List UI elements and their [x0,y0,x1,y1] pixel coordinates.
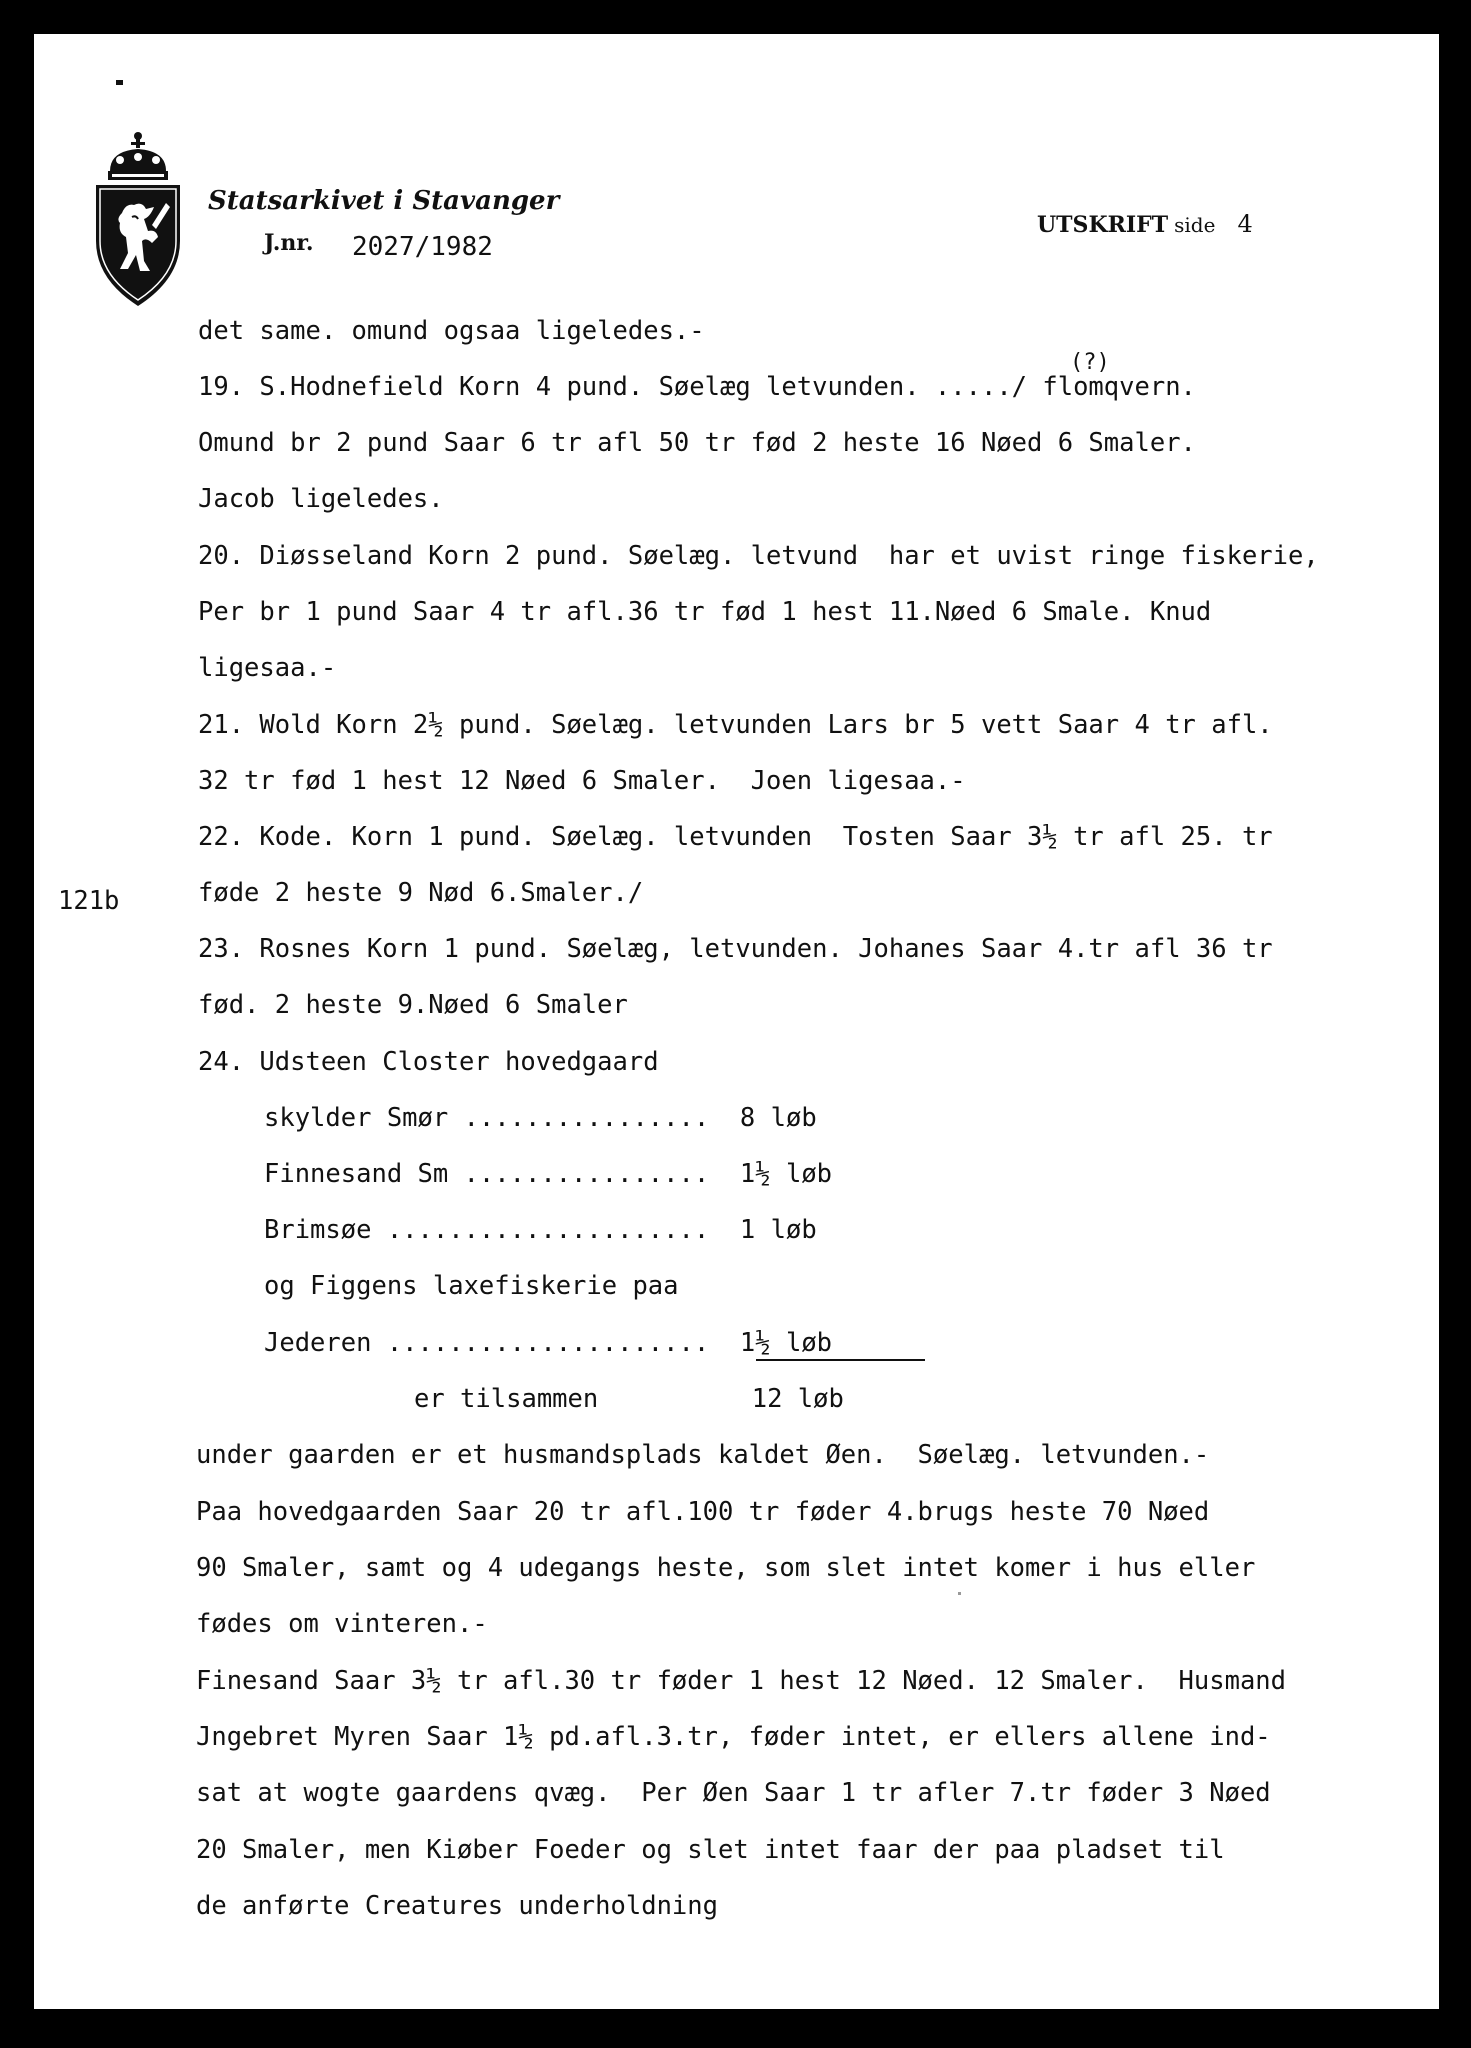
side-label: side [1174,213,1216,237]
text-line: under gaarden er et husmandsplads kaldet Øen. Søelæg. letvunden.- [196,1440,1210,1470]
transcript-label: UTSKRIFT [1037,212,1169,238]
paper-speck [958,1592,961,1595]
journal-number-value: 2027/1982 [352,232,493,262]
list-item: Finnesand Sm ................ 1½ løb [264,1159,833,1189]
list-item: skylder Smør ................ 8 løb [264,1103,817,1133]
list-item: Brimsøe ..................... 1 løb [264,1215,817,1245]
text-line: 20 Smaler, men Kiøber Foeder og slet intet faar der paa pladset til [196,1835,1225,1865]
text-line: Finesand Saar 3½ tr afl.30 tr føder 1 hest 12 Nøed. 12 Smaler. Husmand [196,1666,1287,1696]
norwegian-coat-of-arms-logo [92,129,184,307]
text-line: Omund br 2 pund Saar 6 tr afl 50 tr fød 2 heste 16 Nøed 6 Smaler. [198,428,1196,458]
text-line: 22. Kode. Korn 1 pund. Søelæg. letvunden Tosten Saar 3½ tr afl 25. tr [198,822,1273,852]
text-line: fød. 2 heste 9.Nøed 6 Smaler [198,990,628,1020]
text-line: ligesaa.- [198,653,337,683]
list-item: og Figgens laxefiskerie paa [264,1271,679,1301]
page-number: 4 [1237,210,1253,238]
text-line: føde 2 heste 9 Nød 6.Smaler./ [198,878,644,908]
uncertain-reading-note: (?) [1070,350,1110,375]
text-line: 23. Rosnes Korn 1 pund. Søelæg, letvunden. Johanes Saar 4.tr afl 36 tr [198,934,1273,964]
text-line: 32 tr fød 1 hest 12 Nøed 6 Smaler. Joen ligesaa.- [198,766,966,796]
text-line: 19. S.Hodnefield Korn 4 pund. Søelæg letvunden. ...../ flomqvern. [198,372,1196,402]
document-page [34,34,1439,2009]
text-line: Jngebret Myren Saar 1½ pd.afl.3.tr, føder intet, er ellers allene ind- [196,1722,1271,1752]
text-line: fødes om vinteren.- [196,1609,488,1639]
text-line: Jacob ligeledes. [198,484,444,514]
journal-number-label: J.nr. [264,230,314,256]
text-line: det same. omund ogsaa ligeledes.- [198,316,705,346]
total-underline [756,1359,925,1361]
text-line: de anførte Creatures underholdning [196,1891,718,1921]
transcript-page-header [1037,210,1253,238]
ink-dot [116,80,123,85]
list-item: Jederen ..................... 1½ løb [264,1328,833,1358]
text-line: 90 Smaler, samt og 4 udegangs heste, som slet intet komer i hus eller [196,1553,1256,1583]
margin-note: 121b [58,886,120,916]
text-line: Paa hovedgaarden Saar 20 tr afl.100 tr føder 4.brugs heste 70 Nøed [196,1497,1210,1527]
text-line: 20. Diøsseland Korn 2 pund. Søelæg. letvund har et uvist ringe fiskerie, [198,541,1319,571]
text-line: 24. Udsteen Closter hovedgaard [198,1047,659,1077]
archive-name: Statsarkivet i Stavanger [208,186,560,216]
text-line: sat at wogte gaardens qvæg. Per Øen Saar 1 tr afler 7.tr føder 3 Nøed [196,1778,1271,1808]
total-line: er tilsammen 12 løb [414,1384,844,1414]
text-line: Per br 1 pund Saar 4 tr afl.36 tr fød 1 hest 11.Nøed 6 Smale. Knud [198,597,1212,627]
text-line: 21. Wold Korn 2½ pund. Søelæg. letvunden Lars br 5 vett Saar 4 tr afl. [198,710,1273,740]
